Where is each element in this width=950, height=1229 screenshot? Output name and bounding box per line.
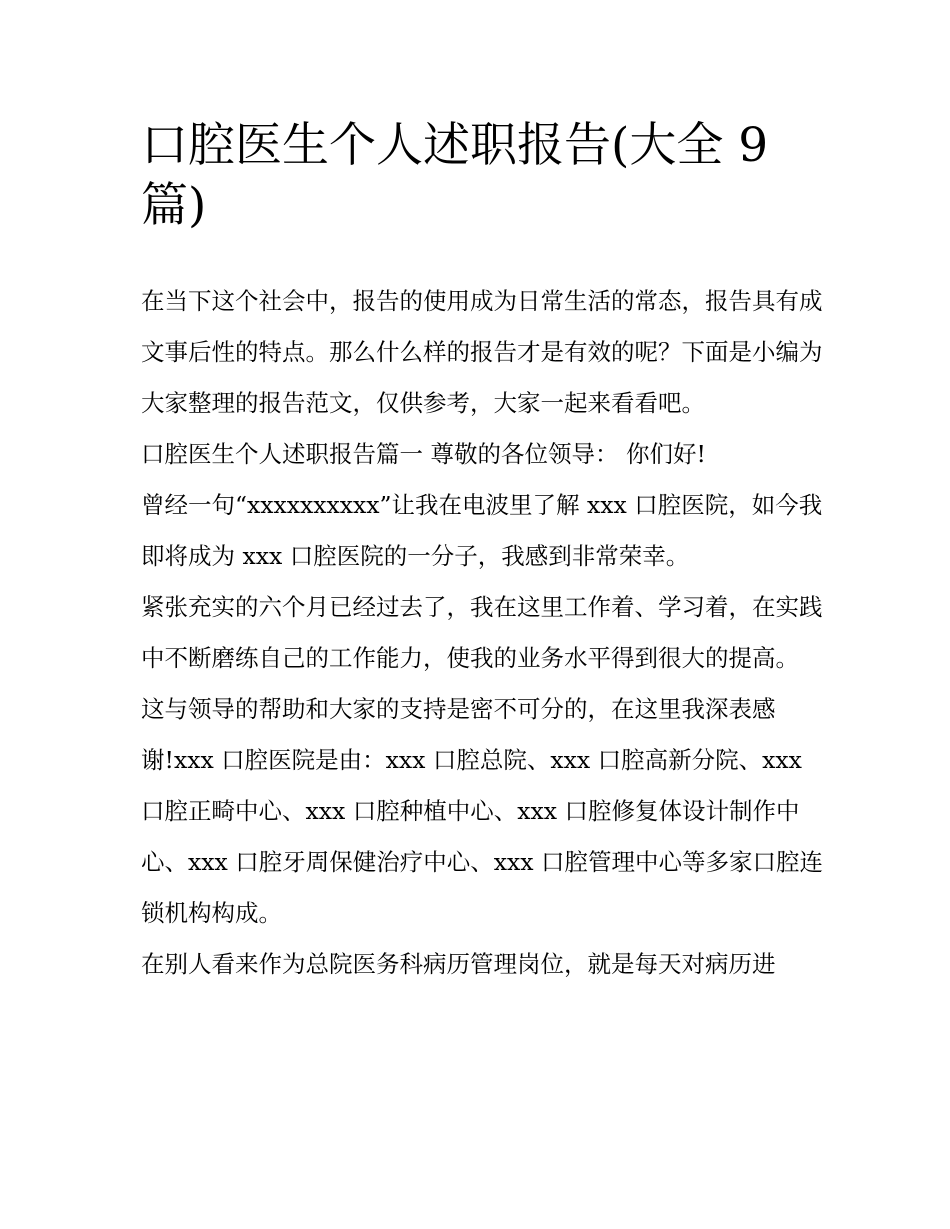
paragraph-six-months: 紧张充实的六个月已经过去了，我在这里工作着、学习着，在实践中不断磨练自己的工作能力，使我的业务水平得到很大的提高。 <box>141 593 823 672</box>
paragraph-thanks: 这与领导的帮助和大家的支持是密不可分的，在这里我深表感谢!xxx 口腔医院是由：xxx 口腔总院、xxx 口腔高新分院、xxx 口腔正畸中心、xxx 口腔种植中心、xxx 口腔修复体设计制作中心、xxx 口腔牙周保健治疗中心、xxx 口腔管理中心等多家口腔连锁机构构成。 <box>141 695 823 927</box>
paragraph-records: 在别人看来作为总院医务科病历管理岗位，就是每天对病历进 <box>141 950 776 978</box>
paragraph-radio: 曾经一句“xxxxxxxxxx”让我在电波里了解 xxx 口腔医院，如今我即将成为 xxx 口腔医院的一分子，我感到非常荣幸。 <box>141 491 823 570</box>
paragraph-intro: 在当下这个社会中，报告的使用成为日常生活的常态，报告具有成文事后性的特点。那么什么样的报告才是有效的呢？下面是小编为大家整理的报告范文，仅供参考，大家一起来看看吧。 <box>141 287 823 417</box>
paragraph-section-heading: 口腔医生个人述职报告篇一 尊敬的各位领导： 你们好! <box>141 440 706 468</box>
document-body <box>141 276 831 990</box>
document-title: 口腔医生个人述职报告(大全 9 篇) <box>141 118 769 233</box>
